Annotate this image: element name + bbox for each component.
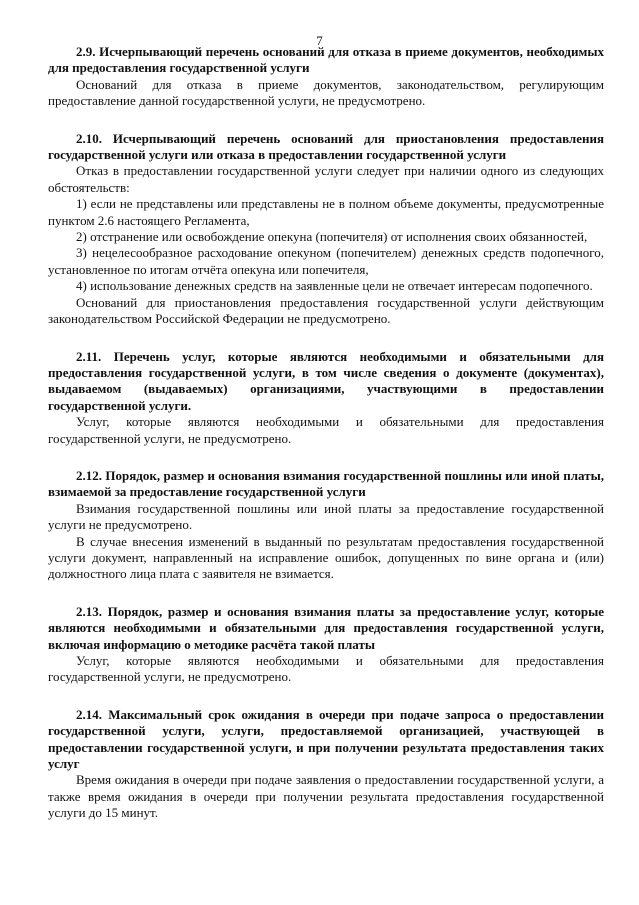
paragraph: Время ожидания в очереди при подаче заявления о предоставлении государственной услуги, а также время ожидания в очереди при получении результата предоставления государственной услуги до 15 минут. <box>48 772 604 821</box>
list-item: 4) использование денежных средств на заявленные цели не отвечает интересам подопечного. <box>76 278 593 294</box>
section-2-13 <box>48 604 604 686</box>
paragraph: В случае внесения изменений в выданный по результатам предоставления государственной услуги документ, направленный на исправление ошибок, допущенных по вине органа и (или) должностного лица плата с заявителя не взимается. <box>48 533 604 582</box>
section-heading: 2.14. Максимальный срок ожидания в очереди при подаче запроса о предоставлении государственной услуги, услуги, предоставляемой организацией, участвующей в предоставлении государственной услуги, и при получении результата предоставления таких услуг <box>48 706 604 772</box>
section-heading: 2.11. Перечень услуг, которые являются необходимыми и обязательными для предоставления государственной услуги, в том числе сведения о документе (документах), выдаваемом (выдаваемых) организациями, участвующими в предоставлении государственной услуги. <box>48 348 604 413</box>
section-2-10 <box>48 131 604 328</box>
section-heading: 2.13. Порядок, размер и основания взимания платы за предоставление услуг, которые являются необходимыми и обязательными для предоставления государственной услуги, включая информацию о методике расчёта такой платы <box>48 603 604 652</box>
paragraph: Оснований для отказа в приеме документов, законодательством, регулирующим предоставление данной государственной услуги, не предусмотрено. <box>48 76 604 109</box>
paragraph: Услуг, которые являются необходимыми и обязательными для предоставления государственной услуги, не предусмотрено. <box>48 414 604 446</box>
page-number: 7 <box>316 33 323 48</box>
paragraph: Отказ в предоставлении государственной услуги следует при наличии одного из следующих обстоятельств: <box>48 163 604 195</box>
list-item: 2) отстранение или освобождение опекуна (попечителя) от исполнения своих обязанностей, <box>76 229 588 245</box>
paragraph: Взимания государственной пошлины или иной платы за предоставление государственной услуги не предусмотрено. <box>48 500 604 533</box>
paragraph: Услуг, которые являются необходимыми и обязательными для предоставления государственной услуги, не предусмотрено. <box>48 653 604 685</box>
section-heading: 2.10. Исчерпывающий перечень оснований для приостановления предоставления государственной услуги или отказа в предоставлении государственной услуги <box>48 130 604 163</box>
section-2-9 <box>48 44 604 110</box>
list-item: 3) нецелесообразное расходование опекуном (попечителем) денежных средств подопечного, установленное по итогам отчёта опекуна или попечителя, <box>48 245 604 277</box>
section-2-14 <box>48 707 604 822</box>
section-heading: 2.12. Порядок, размер и основания взимания государственной пошлины или иной платы, взимаемой за предоставление государственной услуги <box>48 467 604 500</box>
section-2-12 <box>48 468 604 583</box>
section-heading: 2.9. Исчерпывающий перечень оснований для отказа в приеме документов, необходимых для предоставления государственной услуги <box>48 44 604 76</box>
document-body <box>48 44 604 843</box>
section-2-11 <box>48 349 604 447</box>
paragraph: Оснований для приостановления предоставления государственной услуги действующим законодательством Российской Федерации не предусмотрено. <box>48 294 604 327</box>
list-item: 1) если не представлены или представлены не в полном объеме документы, предусмотренные пунктом 2.6 настоящего Регламента, <box>48 196 604 228</box>
